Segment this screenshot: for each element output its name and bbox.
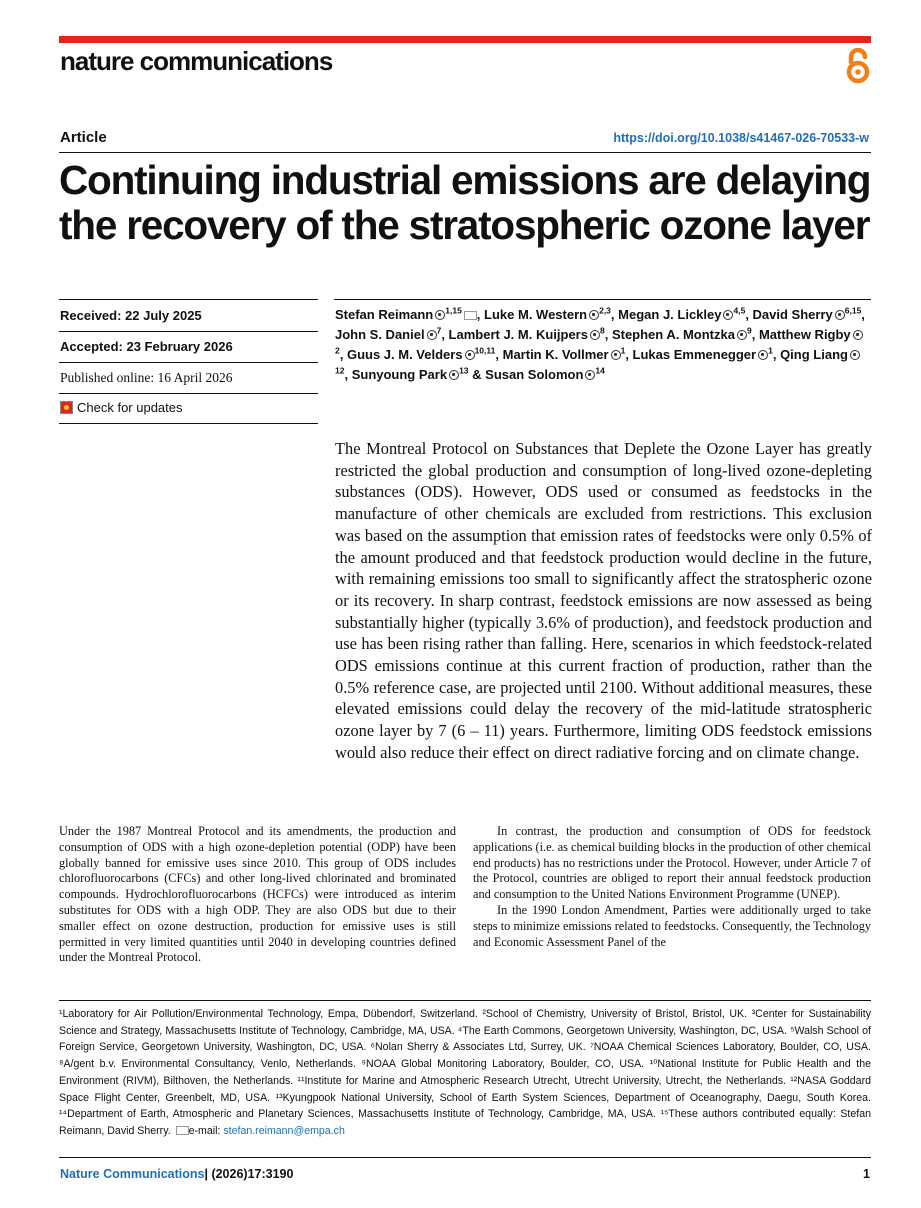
author[interactable] xyxy=(485,367,605,382)
orcid-icon[interactable] xyxy=(585,370,595,380)
author-name: Stephen A. Montzka xyxy=(611,327,735,342)
body-column-2 xyxy=(473,824,871,950)
author[interactable] xyxy=(503,347,626,362)
author-name: Stefan Reimann xyxy=(335,307,434,322)
author-name: Qing Liang xyxy=(780,347,848,362)
author-affiliation-sup: 13 xyxy=(459,365,469,376)
author[interactable] xyxy=(335,327,441,342)
email-link[interactable]: stefan.reimann@empa.ch xyxy=(223,1124,345,1137)
author[interactable] xyxy=(753,307,862,322)
affiliations xyxy=(59,1006,871,1140)
orcid-icon[interactable] xyxy=(758,350,768,360)
orcid-icon[interactable] xyxy=(723,310,733,320)
author[interactable] xyxy=(633,347,773,362)
author-list: Stefan Reimann $^{1,15}$ , Luke M. Western $^{2,3}$, Megan J. Lickley $^{4,5}$, David Sherry $^{6,15}$, John S. Daniel $^7$, Lambert J. M. Kuijpers $^8$, Stephen A. Montzka $^9$, Matthew Rigby$^2$, Guus J. M. Velders $^{10,11}$, Martin K. Vollmer $^1$, Lukas Emmenegger $^1$, Qing Liang$^{12}$, Sunyoung Park $^{13}$ & Susan Solomon $^{14}$ xyxy=(335,305,865,382)
orcid-icon[interactable] xyxy=(427,330,437,340)
author[interactable] xyxy=(449,327,605,342)
body-paragraph: In contrast, the production and consumption of ODS for feedstock applications (i.e. as chemical building blocks in the production of other chemical end products) has no restrictions under the Protocol. However, under Article 7 of the Protocol, countries are obliged to report their annual feedstock production and consumption to the United Nations Environment Programme (UNEP). xyxy=(473,824,871,902)
check-updates-label: Check for updates xyxy=(77,400,183,415)
orcid-icon[interactable] xyxy=(611,350,621,360)
author-affiliation-sup: 9 xyxy=(746,325,752,336)
affiliations-text: ¹Laboratory for Air Pollution/Environmental Technology, Empa, Dübendorf, Switzerland. ²School of Chemistry, University of Bristol, Bristol, UK. ³Center for Sustainability Science and Strategy, Massachusetts Institute of Technology, Cambridge, MA, USA. ⁴The Earth Commons, Georgetown University, Washington, DC, USA. ⁵Walsh School of Foreign Service, Georgetown University, Washington, DC, USA. ⁶Nolan Sherry & Associates Ltd, Surrey, UK. ⁷NOAA Chemical Sciences Laboratory, Boulder, CO, USA. ⁸A/gent b.v. Environmental Consultancy, Venlo, Netherlands. ⁹NOAA Global Monitoring Laboratory, Boulder, CO, USA. ¹⁰National Institute for Public Health and the Environment (RIVM), Bilthoven, the Netherlands. ¹¹Institute for Marine and Atmospheric Research Utrecht, Utrecht University, Utrecht, the Netherlands. ¹²NASA Goddard Space Flight Center, Greenbelt, MD, USA. ¹³Kyungpook National University, School of Earth System Sciences, Department of Oceanography, Daegu, South Korea. ¹⁴Department of Earth, Atmospheric and Planetary Sciences, Massachusetts Institute of Technology, Cambridge, MA, USA. ¹⁵These authors contributed equally: Stefan Reimann, David Sherry. xyxy=(59,1008,871,1137)
author-name: Susan Solomon xyxy=(485,367,584,382)
footer-journal-link[interactable]: Nature Communications xyxy=(60,1167,205,1181)
orcid-icon[interactable] xyxy=(737,330,747,340)
divider xyxy=(59,423,318,424)
author[interactable] xyxy=(347,347,495,362)
check-updates-icon xyxy=(60,401,73,414)
author[interactable] xyxy=(484,307,611,322)
author-affiliation-sup: 1 xyxy=(768,345,773,356)
author-affiliation-sup: 7 xyxy=(436,325,442,336)
author[interactable] xyxy=(618,307,745,322)
author-name: Megan J. Lickley xyxy=(618,307,722,322)
body-paragraph: In the 1990 London Amendment, Parties were additionally urged to take steps to minimize emissions related to feedstocks. Consequently, the Technology and Economic Assessment Panel of the xyxy=(473,902,871,949)
orcid-icon[interactable] xyxy=(853,330,863,340)
orcid-icon[interactable] xyxy=(435,310,445,320)
divider xyxy=(59,393,318,394)
author-name: Martin K. Vollmer xyxy=(502,347,609,362)
published-date: Published online: 16 April 2026 xyxy=(60,370,233,385)
author-affiliation-sup: 8 xyxy=(599,325,605,336)
author-affiliation-sup: 1,15 xyxy=(445,305,462,316)
author-affiliation-sup: 2,3 xyxy=(599,305,611,316)
received-date: Received: 22 July 2025 xyxy=(60,308,202,323)
email-label: e-mail: xyxy=(188,1124,221,1137)
orcid-icon[interactable] xyxy=(589,310,599,320)
author-name: David Sherry xyxy=(752,307,833,322)
orcid-icon[interactable] xyxy=(590,330,600,340)
orcid-icon[interactable] xyxy=(465,350,475,360)
author[interactable] xyxy=(335,307,477,322)
orcid-icon[interactable] xyxy=(835,310,845,320)
author-affiliation-sup: 12 xyxy=(335,365,345,376)
email-icon[interactable] xyxy=(464,311,477,320)
author-affiliation-sup: 14 xyxy=(595,365,605,376)
author-name: Matthew Rigby xyxy=(758,327,851,342)
divider xyxy=(59,362,318,363)
article-type: Article xyxy=(60,129,107,146)
author-affiliation-sup: 4,5 xyxy=(733,305,746,316)
footer-citation xyxy=(60,1167,293,1181)
email-icon xyxy=(176,1126,189,1135)
author-affiliation-sup: 1 xyxy=(620,345,626,356)
author-name: Sunyoung Park xyxy=(351,367,448,382)
article-title: Continuing industrial emissions are delaying the recovery of the stratospheric ozone layer xyxy=(59,157,871,248)
header-accent-bar xyxy=(59,36,871,43)
divider xyxy=(334,299,871,300)
author-name: Lambert J. M. Kuijpers xyxy=(448,327,588,342)
page-number: 1 xyxy=(863,1167,870,1181)
author-name: Luke M. Western xyxy=(484,307,588,322)
doi-link[interactable]: https://doi.org/10.1038/s41467-026-70533-w xyxy=(613,131,869,145)
divider xyxy=(59,1157,871,1158)
footer-volume: | (2026)17:3190 xyxy=(204,1167,294,1181)
divider xyxy=(59,152,871,153)
author-affiliation-sup: 10,11 xyxy=(474,345,496,356)
divider xyxy=(59,331,318,332)
journal-name: nature communications xyxy=(60,46,333,76)
orcid-icon[interactable] xyxy=(850,350,860,360)
author-affiliation-sup: 2 xyxy=(335,345,340,356)
body-column-1: Under the 1987 Montreal Protocol and its amendments, the production and consumption of ODS with a high ozone-depletion potential (ODP) have been globally banned for emissive uses since 2010. This group of ODS includes chlorofluorocarbons (CFCs) and other long-lived chlorinated and brominated compounds. Hydrochlorofluorocarbons (HCFCs) were introduced as interim substitutes for ODS with a high ODP. They are also ODS but due to their smaller effect on ozone destruction, production for emissive uses is still permitted in very limited quantities until 2040 in developing countries defined under the Montreal Protocol. xyxy=(59,824,456,965)
open-access-icon xyxy=(843,48,873,84)
orcid-icon[interactable] xyxy=(449,370,459,380)
author[interactable] xyxy=(612,327,752,342)
author[interactable] xyxy=(352,367,469,382)
accepted-date: Accepted: 23 February 2026 xyxy=(60,339,233,354)
author-name: Lukas Emmenegger xyxy=(632,347,757,362)
abstract: The Montreal Protocol on Substances that Deplete the Ozone Layer has greatly restricted the global production and consumption of long-lived ozone-depleting substances (ODS). However, ODS used or consumed as feedstocks in the manufacture of other chemicals are excluded from restrictions. This exclusion was based on the assumption that emission rates of feedstocks were only 0.5% of the amount produced and that feedstock production would decline in the future, with remaining emissions too small to significantly affect the stratospheric ozone or its recovery. In sharp contrast, feedstock emissions are now assessed as being substantially higher (typically 3.6% of production), and feedstock production and use has been rising rather than falling. Here, scenarios in which feedstock-related ODS emissions continue at this current fraction of production, rather than the 0.5% reference case, are projected until 2100. Without additional measures, these elevated emissions could delay the recovery of the mid-latitude stratospheric ozone layer by 7 (6 – 11) years. Furthermore, limiting ODS feedstock emissions would also reduce their effect on direct radiative forcing and on climate change. xyxy=(335,439,872,762)
author-affiliation-sup: 6,15 xyxy=(844,305,862,316)
divider xyxy=(59,1000,871,1001)
author-name: John S. Daniel xyxy=(335,327,425,342)
check-for-updates-button[interactable] xyxy=(60,400,183,415)
author-name: Guus J. M. Velders xyxy=(346,347,463,362)
divider xyxy=(59,299,318,300)
